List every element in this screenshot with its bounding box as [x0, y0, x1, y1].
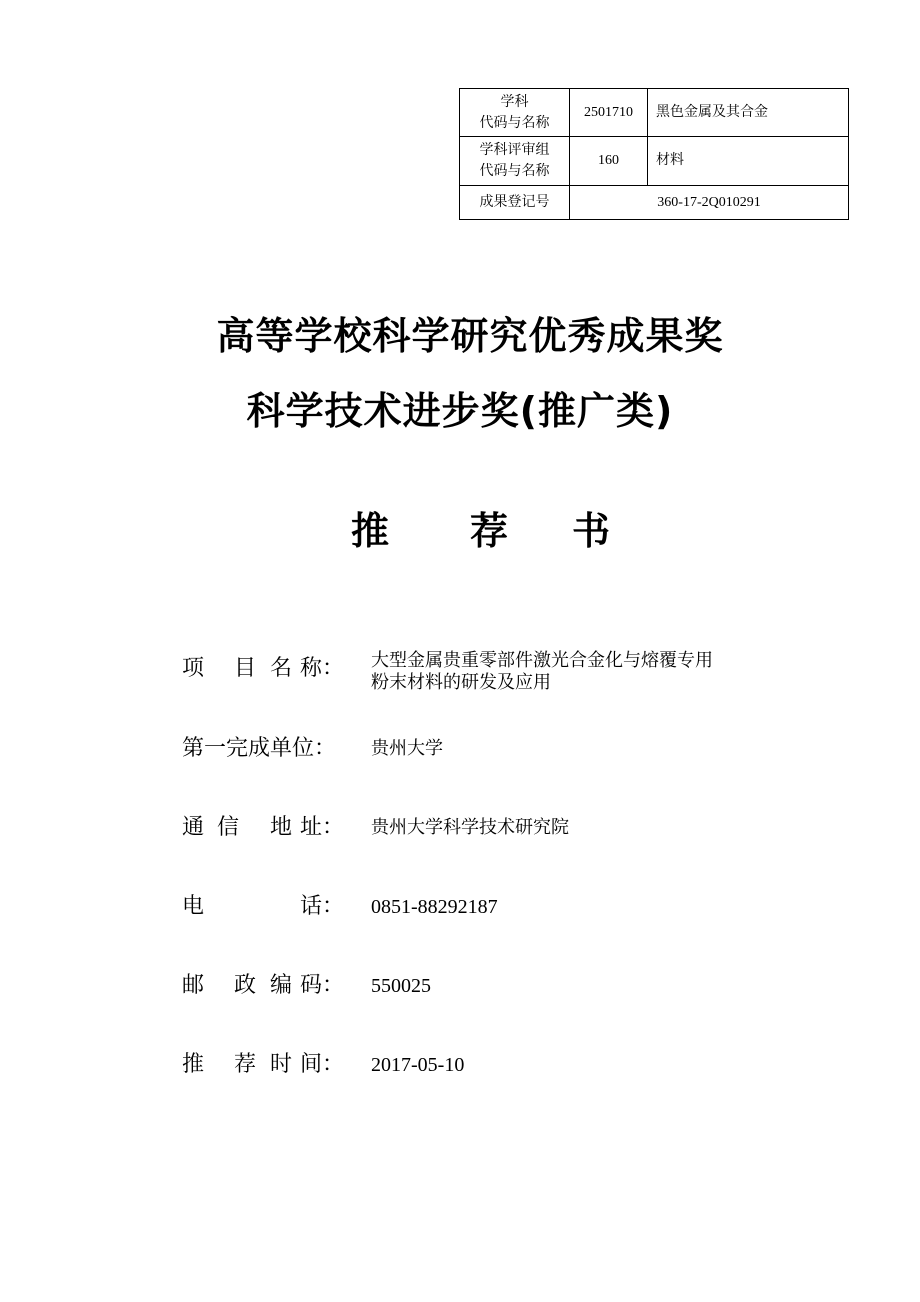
address-label: 通 信 地 址 ： — [182, 815, 345, 840]
subject-name: 黑色金属及其合金 — [648, 89, 849, 137]
project-name-label: 项 目 名 称 ： — [182, 656, 345, 681]
project-name-value-line1: 大型金属贵重零部件激光合金化与熔覆专用 — [371, 650, 713, 671]
info-table — [459, 88, 849, 220]
postcode-value: 550025 — [371, 975, 431, 997]
unit-value: 贵州大学 — [371, 738, 443, 759]
subject-label-line1: 学科 — [500, 94, 529, 110]
review-group-label-cell — [460, 137, 570, 186]
phone-label: 电 话 ： — [182, 894, 345, 919]
unit-label: 第一完成单位： — [182, 736, 337, 761]
document-title-line1: 高等学校科学研究优秀成果奖 — [216, 314, 724, 358]
review-group-label-line1: 学科评审组 — [479, 143, 550, 158]
address-value: 贵州大学科学技术研究院 — [371, 817, 569, 838]
review-group-code: 160 — [570, 137, 648, 186]
review-group-label-line2: 代码与名称 — [479, 164, 550, 179]
registration-label: 成果登记号 — [460, 186, 570, 220]
review-group-name: 材料 — [648, 137, 849, 186]
date-label: 推 荐 时 间 ： — [182, 1052, 345, 1077]
heading-char-1: 推 — [351, 509, 390, 553]
heading-char-3: 书 — [572, 509, 611, 553]
date-value: 2017-05-10 — [371, 1054, 465, 1076]
heading-char-2: 荐 — [470, 509, 509, 553]
postcode-label: 邮 政 编 码 ： — [182, 973, 345, 998]
project-name-value-line2: 粉末材料的研发及应用 — [371, 672, 551, 693]
subject-label-line2: 代码与名称 — [479, 115, 550, 131]
document-title-line2: 科学技术进步奖(推广类) — [246, 389, 674, 433]
subject-label-cell — [460, 89, 570, 137]
phone-value: 0851-88292187 — [371, 896, 498, 918]
table-row — [460, 186, 849, 220]
subject-code: 2501710 — [570, 89, 648, 137]
project-name-value — [371, 650, 811, 694]
table-row — [460, 89, 849, 137]
table-row — [460, 137, 849, 186]
registration-number: 360-17-2Q010291 — [570, 186, 849, 220]
